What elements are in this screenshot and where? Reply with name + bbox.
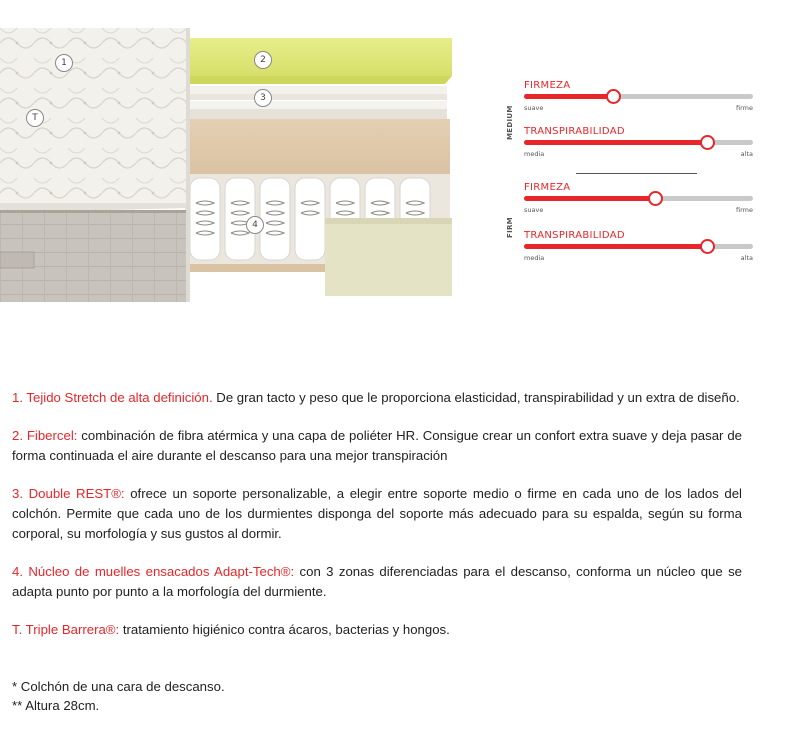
layer-marker-1: 1: [55, 54, 73, 72]
scale-low-label: media: [524, 150, 545, 158]
group-divider: [576, 173, 697, 174]
scale-high-label: firme: [736, 104, 753, 112]
feature-descriptions: [12, 388, 742, 658]
rating-track: [524, 196, 753, 201]
layer-marker-4: 4: [246, 216, 264, 234]
group-label-medium: MEDIUM: [506, 105, 514, 140]
footnote-single-side: * Colchón de una cara de descanso.: [12, 679, 225, 694]
scale-high-label: alta: [740, 150, 753, 158]
feature-heading: T. Triple Barrera®:: [12, 622, 120, 637]
layer-marker-3: 3: [254, 89, 272, 107]
rating-medium-firmeza: [524, 80, 753, 114]
rating-track: [524, 244, 753, 249]
feature-heading: 2. Fibercel:: [12, 428, 78, 443]
feature-text: con 3 zonas diferenciadas para el descanso, conforma un núcleo que se adapta punto por punto a la morfología del durmiente.: [12, 564, 742, 599]
feature-item-3: [12, 484, 742, 544]
rating-title: FIRMEZA: [524, 80, 571, 91]
feature-item-4: [12, 562, 742, 602]
feature-text: combinación de fibra atérmica y una capa de poliéter HR. Consigue crear un confort extra suave y deja pasar de forma continuada el aire durante el descanso para una mejor transpiración: [12, 428, 742, 463]
feature-item-1: [12, 388, 742, 408]
mattress-illustration: [0, 28, 460, 308]
rating-track: [524, 94, 753, 99]
rating-title: TRANSPIRABILIDAD: [524, 126, 625, 137]
rating-knob: [700, 135, 715, 150]
rating-knob: [700, 239, 715, 254]
scale-low-label: suave: [524, 206, 544, 214]
scale-high-label: firme: [736, 206, 753, 214]
rating-knob: [606, 89, 621, 104]
layer-marker-2: 2: [254, 51, 272, 69]
feature-heading: 1. Tejido Stretch de alta definición.: [12, 390, 213, 405]
feature-item-t: [12, 620, 742, 640]
rating-knob: [648, 191, 663, 206]
rating-fill: [524, 94, 613, 99]
feature-heading: 3. Double REST®:: [12, 486, 125, 501]
layer-marker-t: T: [26, 109, 44, 127]
rating-firm-transpirabilidad: [524, 230, 753, 264]
rating-title: TRANSPIRABILIDAD: [524, 230, 625, 241]
comfort-ratings: [500, 80, 760, 270]
feature-text: De gran tacto y peso que le proporciona elasticidad, transpirabilidad y un extra de diseño.: [212, 390, 740, 405]
footnotes: [12, 677, 225, 715]
scale-low-label: suave: [524, 104, 544, 112]
rating-title: FIRMEZA: [524, 182, 571, 193]
group-label-firm: FIRM: [506, 217, 514, 238]
feature-item-2: [12, 426, 742, 466]
rating-fill: [524, 244, 707, 249]
feature-text: tratamiento higiénico contra ácaros, bacterias y hongos.: [119, 622, 450, 637]
rating-firm-firmeza: [524, 182, 753, 216]
scale-high-label: alta: [740, 254, 753, 262]
footnote-height: ** Altura 28cm.: [12, 698, 100, 713]
rating-fill: [524, 196, 655, 201]
rating-track: [524, 140, 753, 145]
rating-medium-transpirabilidad: [524, 126, 753, 160]
feature-heading: 4. Núcleo de muelles ensacados Adapt-Tech®:: [12, 564, 295, 579]
scale-low-label: media: [524, 254, 545, 262]
rating-fill: [524, 140, 707, 145]
feature-text: ofrece un soporte personalizable, a elegir entre soporte medio o firme en cada uno de los lados del colchón. Permite que cada uno de los durmientes disponga del soporte más adecuado para su espalda, según su forma corporal, su morfología y sus gustos al dormir.: [12, 486, 742, 541]
